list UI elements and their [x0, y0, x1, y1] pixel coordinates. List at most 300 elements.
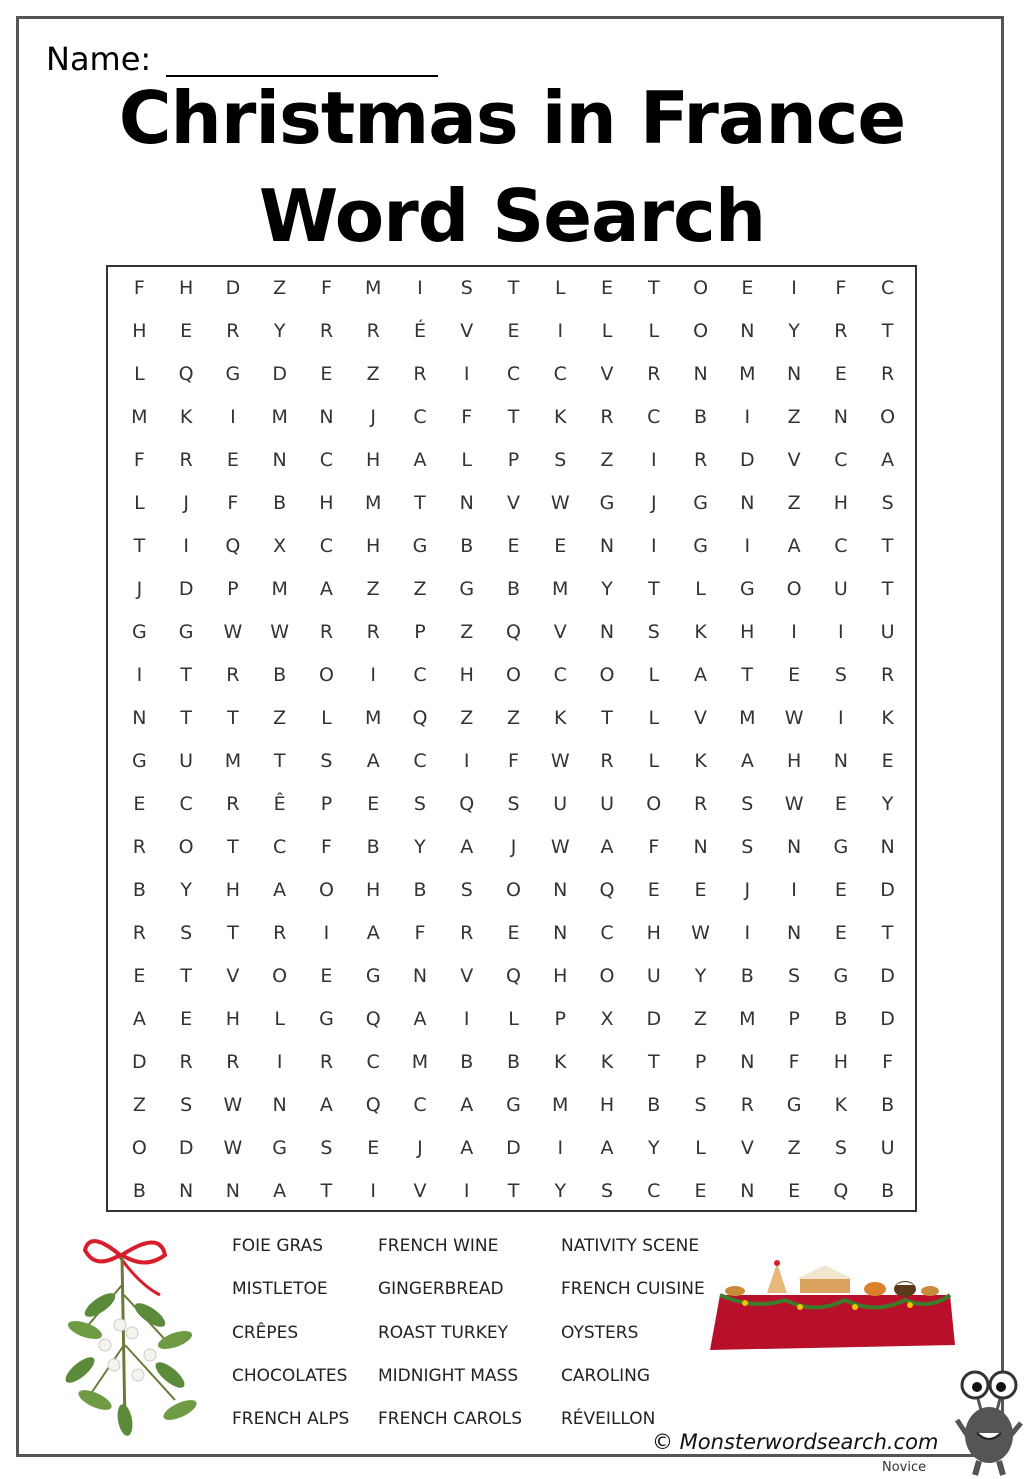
- grid-letter[interactable]: Z: [366, 578, 380, 601]
- grid-letter[interactable]: F: [320, 835, 332, 858]
- grid-letter[interactable]: H: [366, 878, 381, 901]
- grid-letter[interactable]: O: [880, 406, 896, 429]
- grid-letter[interactable]: E: [367, 1136, 380, 1159]
- grid-letter[interactable]: G: [132, 621, 147, 644]
- grid-letter[interactable]: I: [463, 749, 470, 772]
- grid-letter[interactable]: E: [834, 878, 847, 901]
- grid-letter[interactable]: S: [600, 1179, 614, 1202]
- grid-letter[interactable]: Q: [178, 363, 194, 386]
- grid-letter[interactable]: P: [788, 1007, 800, 1030]
- grid-letter[interactable]: N: [179, 1179, 194, 1202]
- grid-letter[interactable]: M: [271, 578, 288, 601]
- grid-letter[interactable]: M: [131, 406, 148, 429]
- grid-letter[interactable]: I: [136, 664, 143, 687]
- grid-letter[interactable]: K: [179, 406, 193, 429]
- grid-letter[interactable]: T: [647, 578, 660, 601]
- grid-letter[interactable]: S: [460, 277, 473, 300]
- grid-letter[interactable]: G: [693, 535, 708, 558]
- grid-letter[interactable]: M: [224, 749, 242, 772]
- grid-letter[interactable]: A: [319, 578, 333, 601]
- grid-letter[interactable]: B: [366, 835, 380, 858]
- grid-letter[interactable]: E: [507, 921, 520, 944]
- grid-letter[interactable]: G: [272, 1136, 288, 1159]
- grid-letter[interactable]: G: [786, 1093, 802, 1116]
- grid-letter[interactable]: N: [880, 835, 895, 858]
- grid-letter[interactable]: N: [786, 363, 802, 386]
- grid-letter[interactable]: T: [881, 320, 894, 343]
- grid-letter[interactable]: K: [694, 749, 707, 772]
- grid-letter[interactable]: C: [366, 1050, 380, 1073]
- grid-letter[interactable]: T: [881, 578, 894, 601]
- grid-letter[interactable]: T: [227, 921, 239, 944]
- grid-letter[interactable]: U: [600, 792, 614, 815]
- grid-letter[interactable]: T: [881, 921, 894, 944]
- grid-letter[interactable]: B: [881, 1093, 895, 1116]
- grid-letter[interactable]: N: [786, 835, 802, 858]
- grid-letter[interactable]: S: [507, 792, 520, 815]
- grid-letter[interactable]: M: [739, 1007, 756, 1030]
- grid-letter[interactable]: M: [411, 1050, 429, 1073]
- grid-letter[interactable]: O: [599, 664, 615, 687]
- grid-letter[interactable]: H: [225, 878, 241, 901]
- grid-letter[interactable]: N: [740, 320, 755, 343]
- grid-letter[interactable]: I: [370, 664, 376, 687]
- grid-letter[interactable]: S: [180, 1093, 193, 1116]
- grid-letter[interactable]: O: [646, 792, 662, 815]
- grid-letter[interactable]: C: [319, 535, 334, 558]
- grid-letter[interactable]: K: [834, 1093, 848, 1116]
- grid-letter[interactable]: Z: [787, 492, 801, 515]
- grid-letter[interactable]: V: [226, 964, 240, 987]
- grid-letter[interactable]: E: [834, 792, 847, 815]
- grid-letter[interactable]: H: [132, 320, 147, 343]
- grid-letter[interactable]: Z: [413, 578, 427, 601]
- grid-letter[interactable]: V: [600, 363, 614, 386]
- grid-letter[interactable]: E: [554, 535, 567, 558]
- grid-letter[interactable]: E: [834, 363, 847, 386]
- grid-letter[interactable]: M: [271, 406, 288, 429]
- grid-letter[interactable]: W: [223, 621, 243, 644]
- grid-letter[interactable]: H: [553, 964, 568, 987]
- grid-letter[interactable]: R: [179, 449, 193, 472]
- grid-letter[interactable]: T: [180, 707, 192, 729]
- grid-letter[interactable]: O: [506, 878, 521, 901]
- grid-letter[interactable]: R: [740, 1093, 754, 1116]
- grid-letter[interactable]: T: [227, 707, 239, 729]
- grid-letter[interactable]: J: [510, 835, 517, 858]
- grid-letter[interactable]: S: [554, 449, 567, 472]
- grid-letter[interactable]: Z: [273, 277, 287, 300]
- grid-letter[interactable]: Q: [599, 878, 615, 901]
- grid-letter[interactable]: C: [553, 664, 567, 687]
- grid-letter[interactable]: L: [508, 1007, 519, 1030]
- grid-letter[interactable]: G: [225, 363, 241, 386]
- grid-letter[interactable]: O: [178, 835, 194, 858]
- grid-letter[interactable]: L: [134, 363, 145, 386]
- grid-letter[interactable]: X: [600, 1007, 614, 1030]
- grid-letter[interactable]: T: [647, 277, 660, 300]
- grid-letter[interactable]: H: [786, 749, 802, 772]
- grid-letter[interactable]: K: [554, 707, 567, 729]
- grid-letter[interactable]: É: [413, 320, 426, 343]
- grid-letter[interactable]: E: [694, 878, 707, 901]
- grid-letter[interactable]: W: [550, 749, 570, 772]
- grid-letter[interactable]: N: [553, 878, 568, 901]
- grid-letter[interactable]: C: [600, 921, 614, 944]
- grid-letter[interactable]: Y: [694, 964, 707, 987]
- grid-letter[interactable]: C: [413, 664, 427, 687]
- grid-letter[interactable]: T: [414, 492, 426, 515]
- grid-letter[interactable]: Q: [833, 1179, 849, 1202]
- grid-letter[interactable]: E: [180, 320, 193, 343]
- grid-letter[interactable]: E: [320, 363, 333, 386]
- grid-letter[interactable]: T: [320, 1179, 333, 1202]
- grid-letter[interactable]: C: [647, 406, 661, 429]
- grid-letter[interactable]: R: [273, 921, 287, 944]
- grid-letter[interactable]: N: [693, 363, 708, 386]
- grid-letter[interactable]: K: [694, 621, 707, 644]
- grid-letter[interactable]: W: [550, 492, 570, 515]
- grid-letter[interactable]: G: [693, 492, 708, 515]
- grid-letter[interactable]: R: [834, 320, 848, 343]
- grid-letter[interactable]: Y: [788, 320, 800, 343]
- grid-letter[interactable]: G: [833, 964, 849, 987]
- grid-letter[interactable]: W: [784, 707, 804, 729]
- grid-letter[interactable]: Q: [365, 1007, 381, 1030]
- grid-letter[interactable]: M: [552, 1093, 569, 1116]
- grid-letter[interactable]: L: [648, 664, 660, 687]
- grid-letter[interactable]: J: [183, 492, 189, 515]
- grid-letter[interactable]: O: [786, 578, 802, 601]
- grid-letter[interactable]: E: [647, 878, 660, 901]
- grid-letter[interactable]: D: [132, 1050, 147, 1073]
- grid-letter[interactable]: R: [132, 835, 146, 858]
- grid-letter[interactable]: P: [694, 1050, 707, 1073]
- grid-letter[interactable]: D: [880, 964, 895, 987]
- grid-letter[interactable]: A: [740, 749, 754, 772]
- grid-letter[interactable]: I: [370, 1179, 376, 1202]
- grid-letter[interactable]: I: [323, 921, 330, 944]
- grid-letter[interactable]: T: [647, 1050, 660, 1073]
- grid-letter[interactable]: A: [319, 1093, 333, 1116]
- grid-letter[interactable]: N: [459, 492, 474, 515]
- grid-letter[interactable]: C: [413, 1093, 427, 1116]
- grid-letter[interactable]: A: [600, 1136, 614, 1159]
- grid-letter[interactable]: N: [786, 921, 802, 944]
- grid-letter[interactable]: A: [460, 1136, 474, 1159]
- grid-letter[interactable]: Z: [787, 406, 801, 429]
- grid-letter[interactable]: T: [227, 835, 239, 858]
- grid-letter[interactable]: L: [274, 1007, 285, 1030]
- grid-letter[interactable]: G: [412, 535, 428, 558]
- grid-letter[interactable]: I: [463, 363, 470, 386]
- grid-letter[interactable]: T: [133, 535, 146, 558]
- grid-letter[interactable]: R: [366, 320, 380, 343]
- grid-letter[interactable]: A: [600, 835, 614, 858]
- grid-letter[interactable]: R: [693, 449, 708, 472]
- grid-letter[interactable]: U: [880, 1136, 895, 1159]
- grid-letter[interactable]: F: [461, 406, 473, 429]
- grid-letter[interactable]: B: [881, 1179, 895, 1202]
- grid-letter[interactable]: D: [880, 878, 895, 901]
- grid-letter[interactable]: P: [507, 449, 520, 472]
- grid-letter[interactable]: I: [463, 1179, 470, 1202]
- grid-letter[interactable]: C: [413, 406, 427, 429]
- grid-letter[interactable]: V: [787, 449, 801, 472]
- grid-letter[interactable]: Y: [554, 1179, 567, 1202]
- grid-letter[interactable]: A: [787, 535, 801, 558]
- grid-letter[interactable]: T: [881, 535, 894, 558]
- grid-letter[interactable]: S: [460, 878, 473, 901]
- grid-letter[interactable]: A: [413, 1007, 427, 1030]
- grid-letter[interactable]: L: [695, 578, 706, 601]
- grid-letter[interactable]: C: [319, 449, 334, 472]
- grid-letter[interactable]: A: [273, 878, 287, 901]
- grid-letter[interactable]: F: [788, 1050, 800, 1073]
- grid-letter[interactable]: A: [413, 449, 427, 472]
- grid-letter[interactable]: C: [834, 535, 848, 558]
- grid-letter[interactable]: K: [881, 707, 894, 729]
- grid-letter[interactable]: E: [367, 792, 380, 815]
- grid-letter[interactable]: F: [414, 921, 426, 944]
- grid-letter[interactable]: Z: [460, 621, 474, 644]
- grid-letter[interactable]: I: [744, 921, 751, 944]
- grid-letter[interactable]: B: [132, 878, 146, 901]
- grid-letter[interactable]: S: [788, 964, 801, 987]
- grid-letter[interactable]: L: [134, 492, 145, 515]
- grid-letter[interactable]: V: [740, 1136, 754, 1159]
- grid-letter[interactable]: T: [273, 749, 286, 772]
- grid-letter[interactable]: R: [413, 363, 427, 386]
- grid-letter[interactable]: C: [880, 277, 895, 300]
- grid-letter[interactable]: S: [741, 835, 754, 858]
- grid-letter[interactable]: H: [225, 1007, 241, 1030]
- grid-letter[interactable]: N: [272, 1093, 287, 1116]
- grid-letter[interactable]: B: [694, 406, 708, 429]
- grid-letter[interactable]: Z: [460, 707, 474, 729]
- grid-letter[interactable]: E: [320, 964, 333, 987]
- grid-letter[interactable]: G: [459, 578, 475, 601]
- grid-letter[interactable]: N: [740, 1179, 755, 1202]
- grid-letter[interactable]: U: [553, 792, 568, 815]
- grid-letter[interactable]: E: [881, 749, 894, 772]
- grid-letter[interactable]: G: [739, 578, 755, 601]
- grid-letter[interactable]: S: [647, 621, 660, 644]
- grid-letter[interactable]: B: [273, 664, 287, 687]
- grid-letter[interactable]: R: [600, 749, 614, 772]
- grid-letter[interactable]: N: [599, 535, 615, 558]
- grid-letter[interactable]: O: [318, 664, 334, 687]
- grid-letter[interactable]: H: [646, 921, 661, 944]
- grid-letter[interactable]: N: [740, 1050, 755, 1073]
- grid-letter[interactable]: R: [600, 406, 614, 429]
- grid-letter[interactable]: C: [553, 363, 567, 386]
- grid-letter[interactable]: D: [740, 449, 755, 472]
- grid-letter[interactable]: F: [882, 1050, 894, 1073]
- grid-letter[interactable]: T: [180, 664, 192, 687]
- grid-letter[interactable]: S: [320, 749, 333, 772]
- grid-letter[interactable]: M: [552, 578, 569, 601]
- grid-letter[interactable]: O: [693, 320, 709, 343]
- grid-letter[interactable]: T: [180, 964, 192, 987]
- grid-letter[interactable]: G: [599, 492, 615, 515]
- grid-letter[interactable]: G: [132, 749, 147, 772]
- grid-letter[interactable]: A: [366, 921, 380, 944]
- grid-letter[interactable]: H: [833, 492, 848, 515]
- grid-letter[interactable]: C: [413, 749, 427, 772]
- grid-letter[interactable]: F: [835, 277, 847, 300]
- grid-letter[interactable]: P: [227, 578, 239, 601]
- grid-letter[interactable]: I: [838, 707, 844, 729]
- grid-letter[interactable]: N: [833, 749, 848, 772]
- grid-letter[interactable]: L: [601, 320, 613, 343]
- grid-letter[interactable]: B: [506, 578, 521, 601]
- grid-letter[interactable]: P: [320, 792, 333, 815]
- grid-letter[interactable]: T: [507, 277, 520, 300]
- grid-letter[interactable]: R: [647, 363, 661, 386]
- grid-letter[interactable]: C: [273, 835, 287, 858]
- grid-letter[interactable]: O: [318, 878, 334, 901]
- grid-letter[interactable]: R: [366, 621, 380, 644]
- grid-letter[interactable]: Ê: [273, 792, 286, 815]
- grid-letter[interactable]: E: [741, 277, 754, 300]
- grid-letter[interactable]: M: [739, 707, 756, 729]
- grid-letter[interactable]: E: [226, 449, 239, 472]
- grid-letter[interactable]: I: [183, 535, 189, 558]
- grid-letter[interactable]: H: [319, 492, 334, 515]
- grid-letter[interactable]: Q: [506, 964, 521, 987]
- grid-letter[interactable]: N: [225, 1179, 240, 1202]
- grid-letter[interactable]: I: [791, 277, 797, 300]
- grid-letter[interactable]: S: [741, 792, 754, 815]
- grid-letter[interactable]: T: [507, 1179, 520, 1202]
- grid-letter[interactable]: H: [459, 664, 474, 687]
- grid-letter[interactable]: G: [365, 964, 381, 987]
- grid-letter[interactable]: C: [647, 1179, 661, 1202]
- grid-letter[interactable]: I: [463, 1007, 470, 1030]
- grid-letter[interactable]: N: [132, 707, 147, 729]
- grid-letter[interactable]: K: [554, 1050, 567, 1073]
- grid-letter[interactable]: G: [319, 1007, 334, 1030]
- grid-letter[interactable]: M: [364, 707, 382, 729]
- grid-letter[interactable]: I: [791, 878, 797, 901]
- grid-letter[interactable]: I: [230, 406, 236, 429]
- grid-letter[interactable]: N: [553, 921, 568, 944]
- grid-letter[interactable]: F: [320, 277, 332, 300]
- grid-letter[interactable]: N: [319, 406, 334, 429]
- grid-letter[interactable]: J: [650, 492, 657, 515]
- grid-letter[interactable]: N: [833, 406, 848, 429]
- grid-letter[interactable]: Z: [600, 449, 614, 472]
- grid-letter[interactable]: C: [834, 449, 848, 472]
- grid-letter[interactable]: X: [273, 535, 287, 558]
- grid-letter[interactable]: T: [507, 406, 520, 429]
- grid-letter[interactable]: H: [178, 277, 194, 300]
- grid-letter[interactable]: S: [834, 1136, 847, 1159]
- grid-letter[interactable]: N: [412, 964, 428, 987]
- grid-letter[interactable]: A: [460, 835, 474, 858]
- grid-letter[interactable]: S: [834, 664, 847, 687]
- grid-letter[interactable]: N: [599, 621, 615, 644]
- grid-letter[interactable]: Y: [180, 878, 192, 901]
- grid-letter[interactable]: S: [320, 1136, 333, 1159]
- grid-letter[interactable]: B: [413, 878, 427, 901]
- grid-letter[interactable]: M: [739, 363, 756, 386]
- grid-letter[interactable]: C: [506, 363, 521, 386]
- grid-letter[interactable]: B: [460, 535, 474, 558]
- grid-letter[interactable]: S: [180, 921, 193, 944]
- grid-letter[interactable]: I: [744, 535, 751, 558]
- grid-letter[interactable]: Z: [366, 363, 380, 386]
- grid-letter[interactable]: U: [833, 578, 848, 601]
- grid-letter[interactable]: B: [647, 1093, 661, 1116]
- grid-letter[interactable]: B: [460, 1050, 474, 1073]
- grid-letter[interactable]: W: [550, 835, 570, 858]
- grid-letter[interactable]: B: [132, 1179, 146, 1202]
- grid-letter[interactable]: L: [648, 707, 660, 729]
- grid-letter[interactable]: I: [650, 535, 657, 558]
- grid-letter[interactable]: I: [744, 406, 751, 429]
- grid-letter[interactable]: S: [694, 1093, 707, 1116]
- grid-letter[interactable]: R: [226, 792, 240, 815]
- grid-letter[interactable]: I: [650, 449, 657, 472]
- grid-letter[interactable]: V: [694, 707, 708, 729]
- grid-letter[interactable]: R: [693, 792, 708, 815]
- grid-letter[interactable]: Q: [459, 792, 475, 815]
- grid-letter[interactable]: Z: [273, 707, 287, 729]
- grid-letter[interactable]: T: [601, 707, 613, 729]
- grid-letter[interactable]: H: [366, 535, 381, 558]
- grid-letter[interactable]: I: [838, 621, 844, 644]
- grid-letter[interactable]: A: [366, 749, 380, 772]
- grid-letter[interactable]: L: [321, 707, 332, 729]
- grid-letter[interactable]: L: [554, 277, 566, 300]
- grid-letter[interactable]: W: [223, 1093, 243, 1116]
- grid-letter[interactable]: Q: [365, 1093, 381, 1116]
- grid-letter[interactable]: C: [179, 792, 193, 815]
- grid-letter[interactable]: R: [319, 1050, 334, 1073]
- grid-letter[interactable]: V: [506, 492, 520, 515]
- grid-letter[interactable]: O: [693, 277, 709, 300]
- grid-letter[interactable]: D: [272, 363, 287, 386]
- grid-letter[interactable]: Q: [412, 707, 428, 729]
- grid-letter[interactable]: H: [599, 1093, 615, 1116]
- grid-letter[interactable]: H: [366, 449, 381, 472]
- grid-letter[interactable]: R: [881, 363, 895, 386]
- grid-letter[interactable]: A: [460, 1093, 474, 1116]
- grid-letter[interactable]: I: [276, 1050, 283, 1073]
- grid-letter[interactable]: D: [880, 1007, 895, 1030]
- grid-letter[interactable]: N: [693, 835, 708, 858]
- grid-letter[interactable]: L: [461, 449, 473, 472]
- grid-letter[interactable]: S: [413, 792, 426, 815]
- grid-letter[interactable]: V: [553, 621, 567, 644]
- grid-letter[interactable]: Y: [881, 792, 894, 815]
- grid-letter[interactable]: J: [136, 578, 143, 601]
- grid-letter[interactable]: P: [414, 621, 426, 644]
- grid-letter[interactable]: W: [691, 921, 710, 944]
- grid-letter[interactable]: G: [178, 621, 194, 644]
- grid-letter[interactable]: V: [413, 1179, 427, 1202]
- grid-letter[interactable]: G: [506, 1093, 521, 1116]
- grid-letter[interactable]: L: [695, 1136, 706, 1159]
- grid-letter[interactable]: A: [881, 449, 895, 472]
- grid-letter[interactable]: Y: [414, 835, 426, 858]
- grid-letter[interactable]: W: [223, 1136, 243, 1159]
- grid-letter[interactable]: F: [508, 749, 519, 772]
- grid-letter[interactable]: Y: [601, 578, 613, 601]
- grid-letter[interactable]: J: [744, 878, 751, 901]
